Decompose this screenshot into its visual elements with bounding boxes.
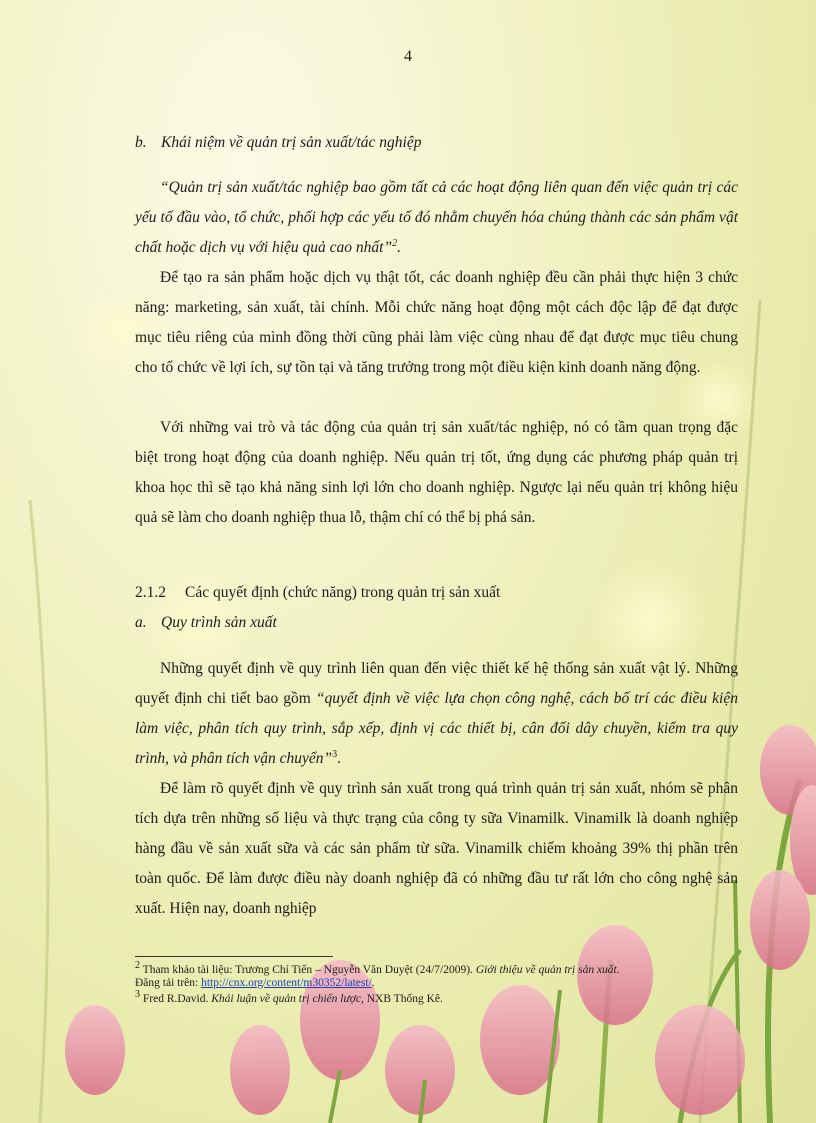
footnote-separator	[135, 956, 333, 957]
paragraph-functions: Để tạo ra sản phẩm hoặc dịch vụ thật tốt, các doanh nghiệp đều cần phải thực hiện 3 chức năng: marketing, sản xuất, tài chính. Mỗi chức năng hoạt động một cách độc lập để đạt được mục tiêu riêng của mình đồng thời cũng phải làm việc cùng nhau để đạt được mục tiêu chung cho tổ chức về lợi ích, sự tồn tại và tăng trưởng trong một điều kiện kinh doanh năng động.	[135, 269, 738, 376]
section-212-heading	[135, 578, 500, 608]
footnote-ref-2: 2	[392, 237, 398, 249]
section-b-title: Khái niệm về quản trị sản xuất/tác nghiệp	[161, 134, 422, 151]
definition-quote-text: “Quản trị sản xuất/tác nghiệp bao gồm tất cả các hoạt động liên quan đến việc quản trị các yếu tố đầu vào, tổ chức, phối hợp các yếu tố đó nhằm chuyển hóa chúng thành các sản phẩm vật chất hoặc dịch vụ với hiệu quả cao nhất”	[135, 179, 738, 256]
process-decisions-quote: “quyết định về việc lựa chọn công nghệ, cách bố trí các điều kiện làm việc, phân tích quy trình, sắp xếp, định vị các thiết bị, cân đối dây chuyền, kiểm tra quy trình, và phân tích vận chuyển”	[135, 690, 738, 767]
footnote-2-link[interactable]: http://cnx.org/content/m30352/latest/	[201, 977, 372, 989]
section-a-label: a.	[135, 614, 147, 631]
paragraph-vinamilk: Để làm rõ quyết định về quy trình sản xuất trong quá trình quản trị sản xuất, nhóm sẽ phân tích dựa trên những số liệu và thực trạng của công ty sữa Vinamilk. Vinamilk là doanh nghiệp hàng đầu về sản xuất sữa và các sản phẩm từ sữa. Vinamilk chiếm khoảng 39% thị phần trên toàn quốc. Để làm được điều này doanh nghiệp đã có những đầu tư rất lớn cho công nghệ sản xuất. Hiện nay, doanh nghiệp	[135, 780, 738, 917]
paragraph-process-decisions: Những quyết định về quy trình liên quan đến việc thiết kế hệ thống sản xuất vật lý. Những quyết định chi tiết bao gồm “quyết định về việc lựa chọn công nghệ, cách bố trí các điều kiện làm việc, phân tích quy trình, sắp xếp, định vị các thiết bị, cân đối dây chuyền, kiểm tra quy trình, và phân tích vận chuyển”$^3$.	[135, 660, 738, 767]
section-a-heading	[135, 608, 277, 638]
footnote-ref-3: 3	[332, 748, 338, 760]
footnote-2: $^2$ Tham khảo tài liệu: Trương Chí Tiến – Nguyễn Văn Duyệt (24/7/2009). Giới thiệu về quản trị sản xuất. Đăng tải trên: http://cnx.org/content/m30352/latest/.	[135, 960, 620, 989]
section-b-heading	[135, 128, 421, 158]
section-a-title: Quy trình sản xuất	[161, 614, 277, 631]
footnote-3: $^3$ Fred R.David. Khái luận về quản trị chiến lược, NXB Thống Kê.	[135, 989, 443, 1005]
definition-quote: “Quản trị sản xuất/tác nghiệp bao gồm tất cả các hoạt động liên quan đến việc quản trị các yếu tố đầu vào, tổ chức, phối hợp các yếu tố đó nhằm chuyển hóa chúng thành các sản phẩm vật chất hoặc dịch vụ với hiệu quả cao nhất”$^2$.	[135, 179, 738, 256]
paragraph-importance: Với những vai trò và tác động của quản trị sản xuất/tác nghiệp, nó có tầm quan trọng đặc biệt trong hoạt động của doanh nghiệp. Nếu quản trị tốt, ứng dụng các phương pháp quản trị khoa học thì sẽ tạo khả năng sinh lợi lớn cho doanh nghiệp. Ngược lại nếu quản trị không hiệu quả sẽ làm cho doanh nghiệp thua lỗ, thậm chí có thể bị phá sản.	[135, 419, 738, 526]
section-b-label: b.	[135, 134, 147, 151]
page-number: 4	[404, 48, 412, 65]
section-212-number: 2.1.2	[135, 584, 166, 601]
section-212-title: Các quyết định (chức năng) trong quản trị sản xuất	[185, 584, 501, 601]
